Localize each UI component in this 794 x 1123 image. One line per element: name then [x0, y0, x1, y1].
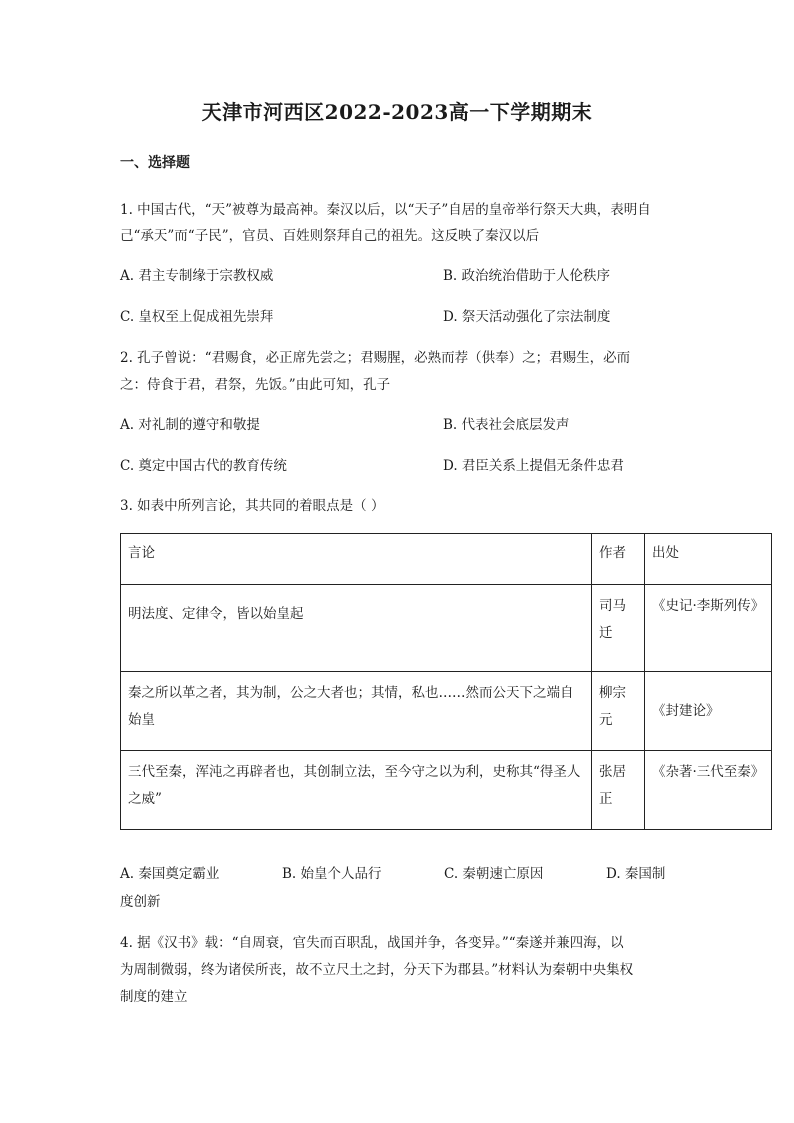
q3-option-d[interactable]: D. 秦国制	[606, 866, 666, 882]
q2-stem-line2: 之：侍食于君，君祭，先饭。”由此可知，孔子	[120, 377, 391, 393]
table-cell-source: 《杂著·三代至秦》	[645, 751, 772, 830]
q1-stem-line1: 1. 中国古代，“天”被尊为最高神。秦汉以后，以“天子”自居的皇帝举行祭天大典，表明自	[120, 202, 651, 218]
table-header-author: 作者	[592, 534, 645, 585]
table-cell-author: 柳宗元	[592, 672, 645, 751]
table-header-quote: 言论	[121, 534, 592, 585]
table-cell-source: 《封建论》	[645, 672, 772, 751]
q2-option-d[interactable]: D. 君臣关系上提倡无条件忠君	[443, 458, 624, 474]
q3-option-a[interactable]: A. 秦国奠定霸业	[120, 866, 220, 882]
q3-option-c[interactable]: C. 秦朝速亡原因	[444, 866, 544, 882]
q1-option-d[interactable]: D. 祭天活动强化了宗法制度	[443, 309, 611, 325]
table-row	[121, 585, 772, 672]
table-cell-source: 《史记·李斯列传》	[645, 585, 772, 672]
q4-stem-line3: 制度的建立	[120, 989, 188, 1005]
q1-option-b[interactable]: B. 政治统治借助于人伦秩序	[443, 268, 611, 284]
table-row	[121, 672, 772, 751]
table-cell-quote: 三代至秦，浑沌之再辟者也，其创制立法，至今守之以为利，史称其“得圣人之威”	[121, 751, 592, 830]
q2-option-a[interactable]: A. 对礼制的遵守和敬提	[120, 417, 260, 433]
q3-stem: 3. 如表中所列言论，其共同的着眼点是（ ）	[120, 498, 385, 514]
q3-option-d-continued: 度创新	[120, 894, 161, 910]
q2-option-c[interactable]: C. 奠定中国古代的教育传统	[120, 458, 287, 474]
q2-stem-line1: 2. 孔子曾说：“君赐食，必正席先尝之；君赐腥，必熟而荐（供奉）之；君赐生，必而	[120, 350, 631, 366]
q4-stem-line2: 为周制微弱，终为诸侯所丧，故不立尺土之封，分天下为郡县。”材料认为秦朝中央集权	[120, 962, 634, 978]
q1-stem-line2: 己“承天”而“子民”，官员、百姓则祭拜自己的祖先。这反映了秦汉以后	[120, 228, 540, 244]
q2-option-b[interactable]: B. 代表社会底层发声	[443, 417, 570, 433]
table-cell-author: 张居正	[592, 751, 645, 830]
q1-option-c[interactable]: C. 皇权至上促成祖先崇拜	[120, 309, 274, 325]
q4-stem-line1: 4. 据《汉书》载：“自周衰，官失而百职乱，战国并争，各变异。”“秦遂并兼四海，以	[120, 935, 624, 951]
table-header-row	[121, 534, 772, 585]
section-heading: 一、选择题	[120, 155, 190, 171]
quote-table	[120, 533, 772, 830]
page-title: 天津市河西区2022-2023高一下学期期末	[201, 100, 593, 124]
q1-option-a[interactable]: A. 君主专制缘于宗教权威	[120, 268, 274, 284]
table-cell-author: 司马迁	[592, 585, 645, 672]
q3-option-b[interactable]: B. 始皇个人品行	[282, 866, 382, 882]
table-cell-quote: 秦之所以革之者，其为制，公之大者也；其情，私也……然而公天下之端自始皇	[121, 672, 592, 751]
table-cell-quote: 明法度、定律令，皆以始皇起	[121, 585, 592, 672]
table-row	[121, 751, 772, 830]
table-header-source: 出处	[645, 534, 772, 585]
